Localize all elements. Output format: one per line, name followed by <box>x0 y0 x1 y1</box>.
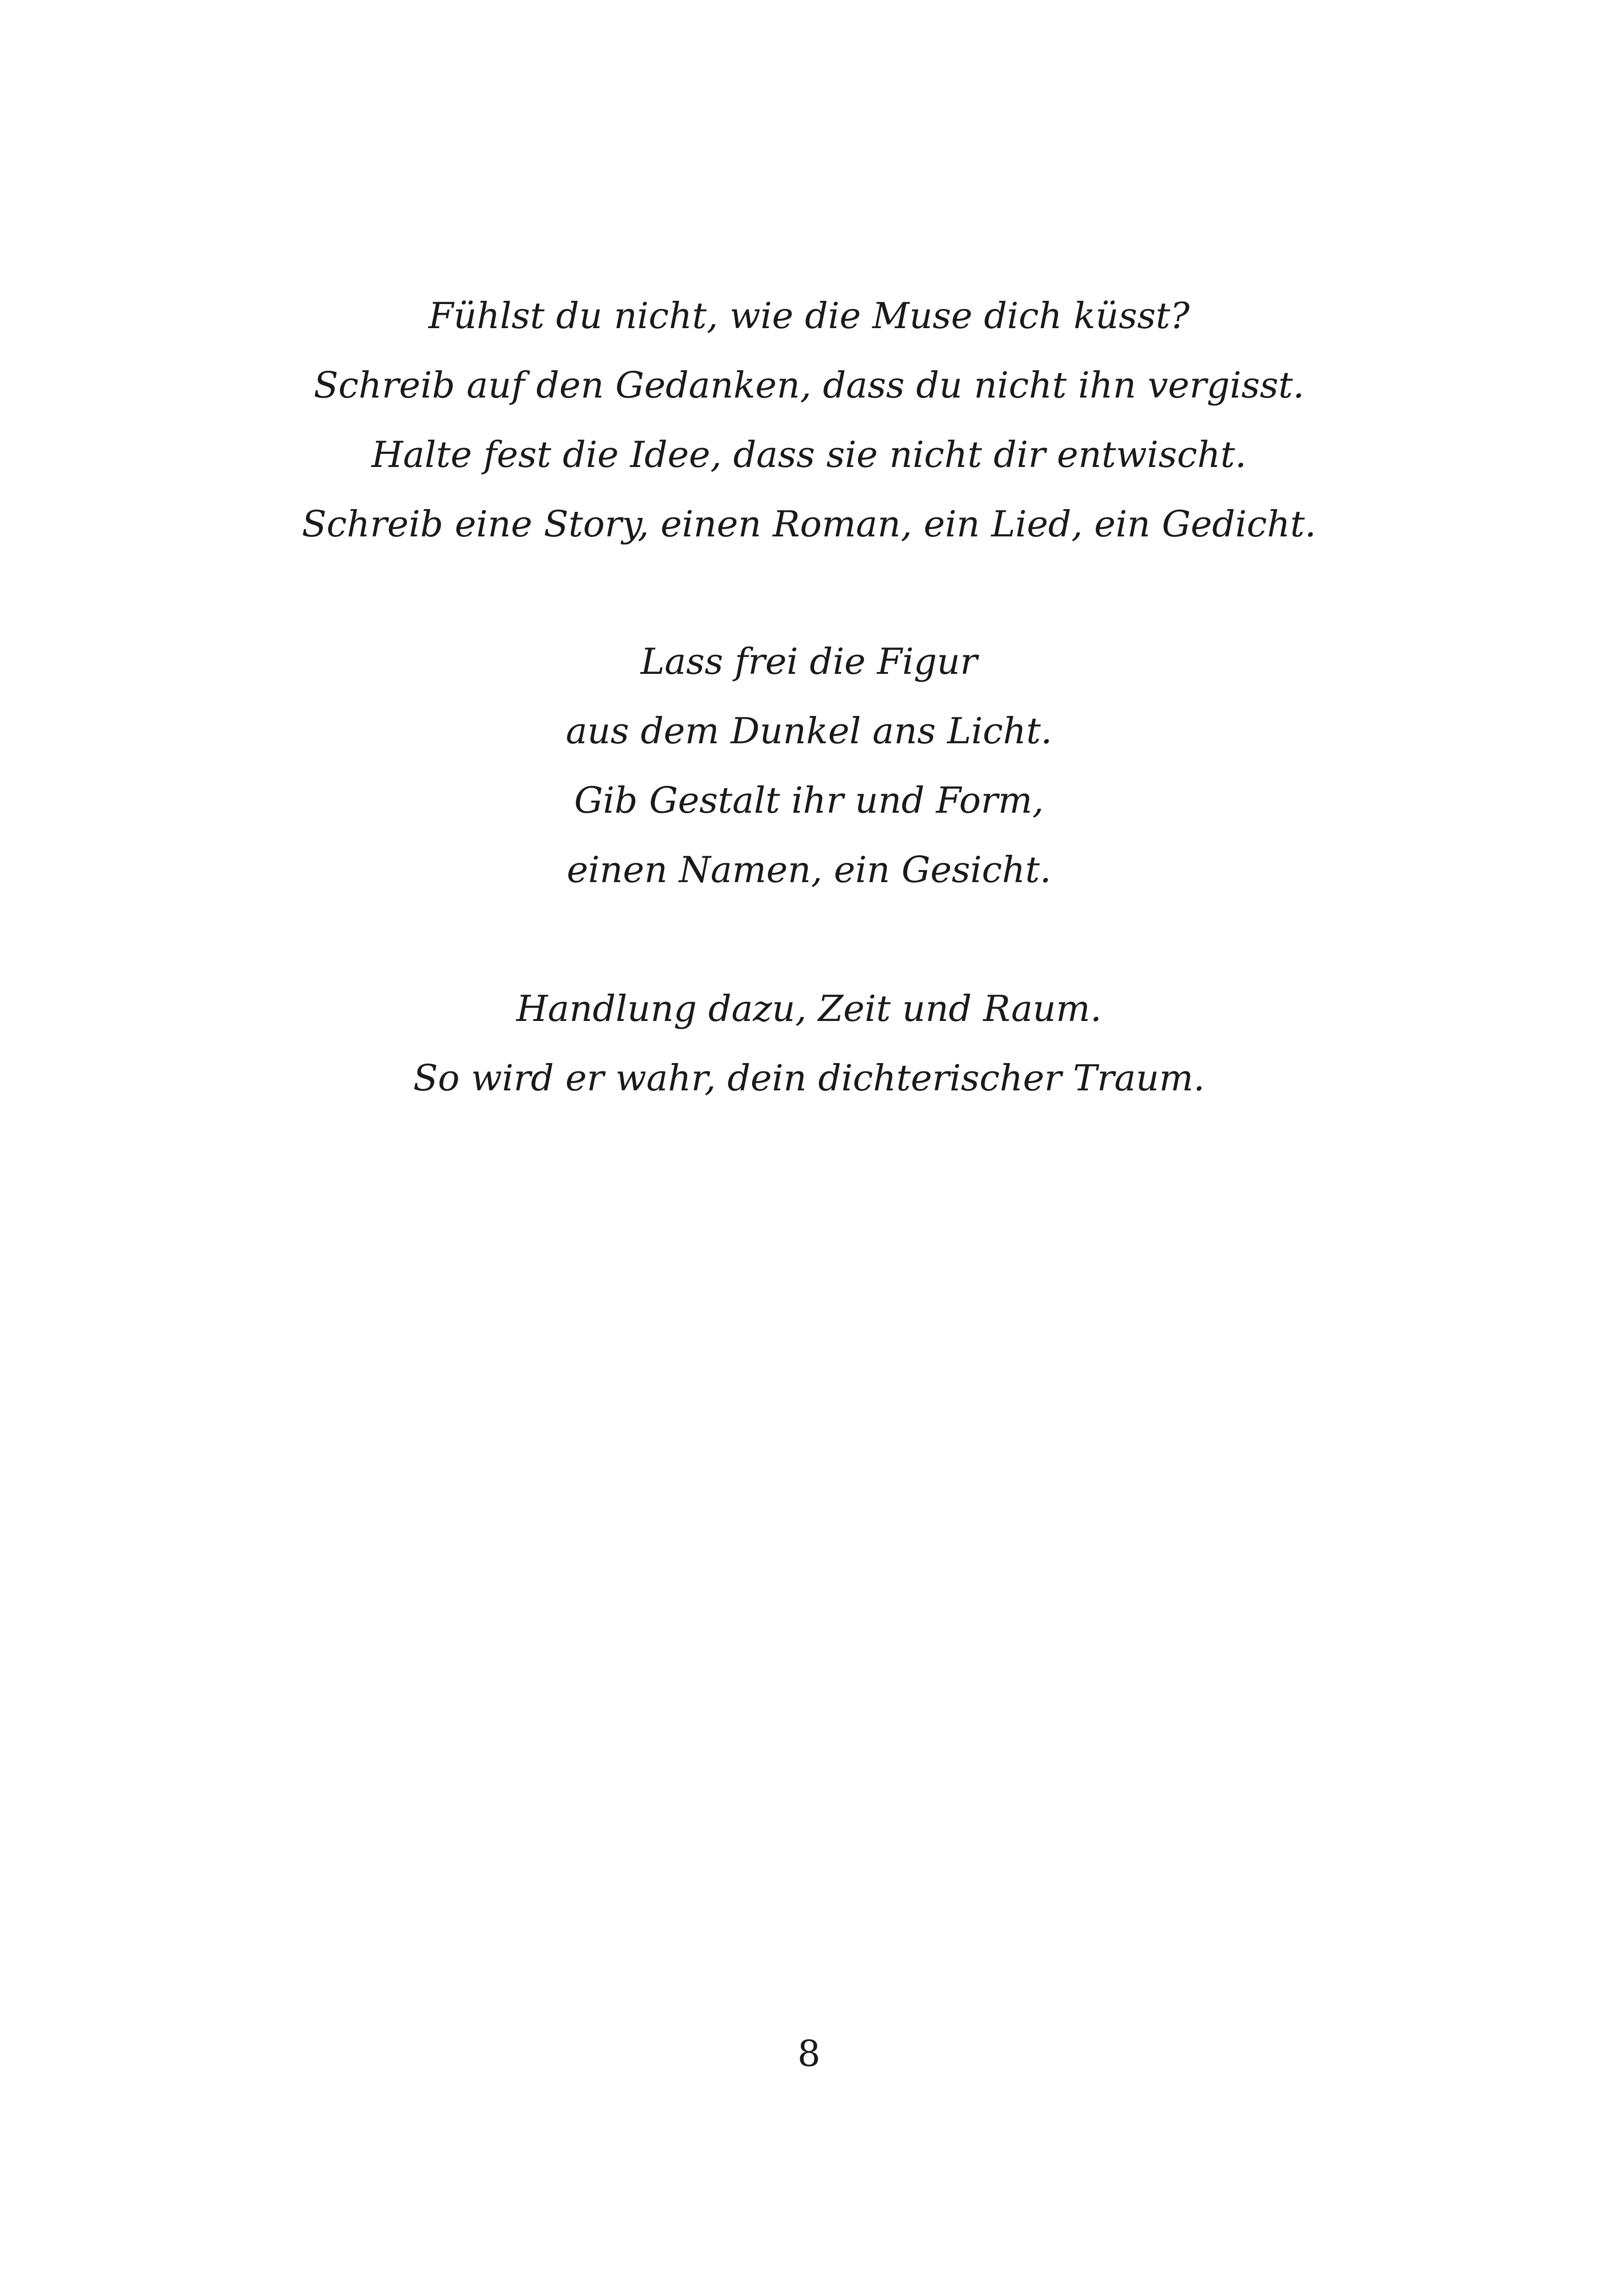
poem-line: Schreib auf den Gedanken, dass du nicht ihn vergisst. <box>313 365 1305 406</box>
poem-line: Gib Gestalt ihr und Form, <box>574 780 1044 821</box>
poem-line: So wird er wahr, dein dichterischer Traum. <box>413 1058 1205 1099</box>
poem-line: Handlung dazu, Zeit und Raum. <box>516 988 1102 1030</box>
poem-line: Lass frei die Figur <box>641 641 977 683</box>
poem-line: Fühlst du nicht, wie die Muse dich küsst? <box>428 295 1190 337</box>
poem-line: aus dem Dunkel ans Licht. <box>566 710 1052 752</box>
poem-line: Halte fest die Idee, dass sie nicht dir entwischt. <box>371 434 1247 476</box>
poem-line: Schreib eine Story, einen Roman, ein Lied, ein Gedicht. <box>302 504 1316 545</box>
poem-line: einen Namen, ein Gesicht. <box>566 849 1052 891</box>
page-number: 8 <box>797 2033 821 2075</box>
poem-stanza-1 <box>0 281 1618 559</box>
poem-stanza-3 <box>0 974 1618 1113</box>
poem-stanza-2 <box>0 627 1618 905</box>
